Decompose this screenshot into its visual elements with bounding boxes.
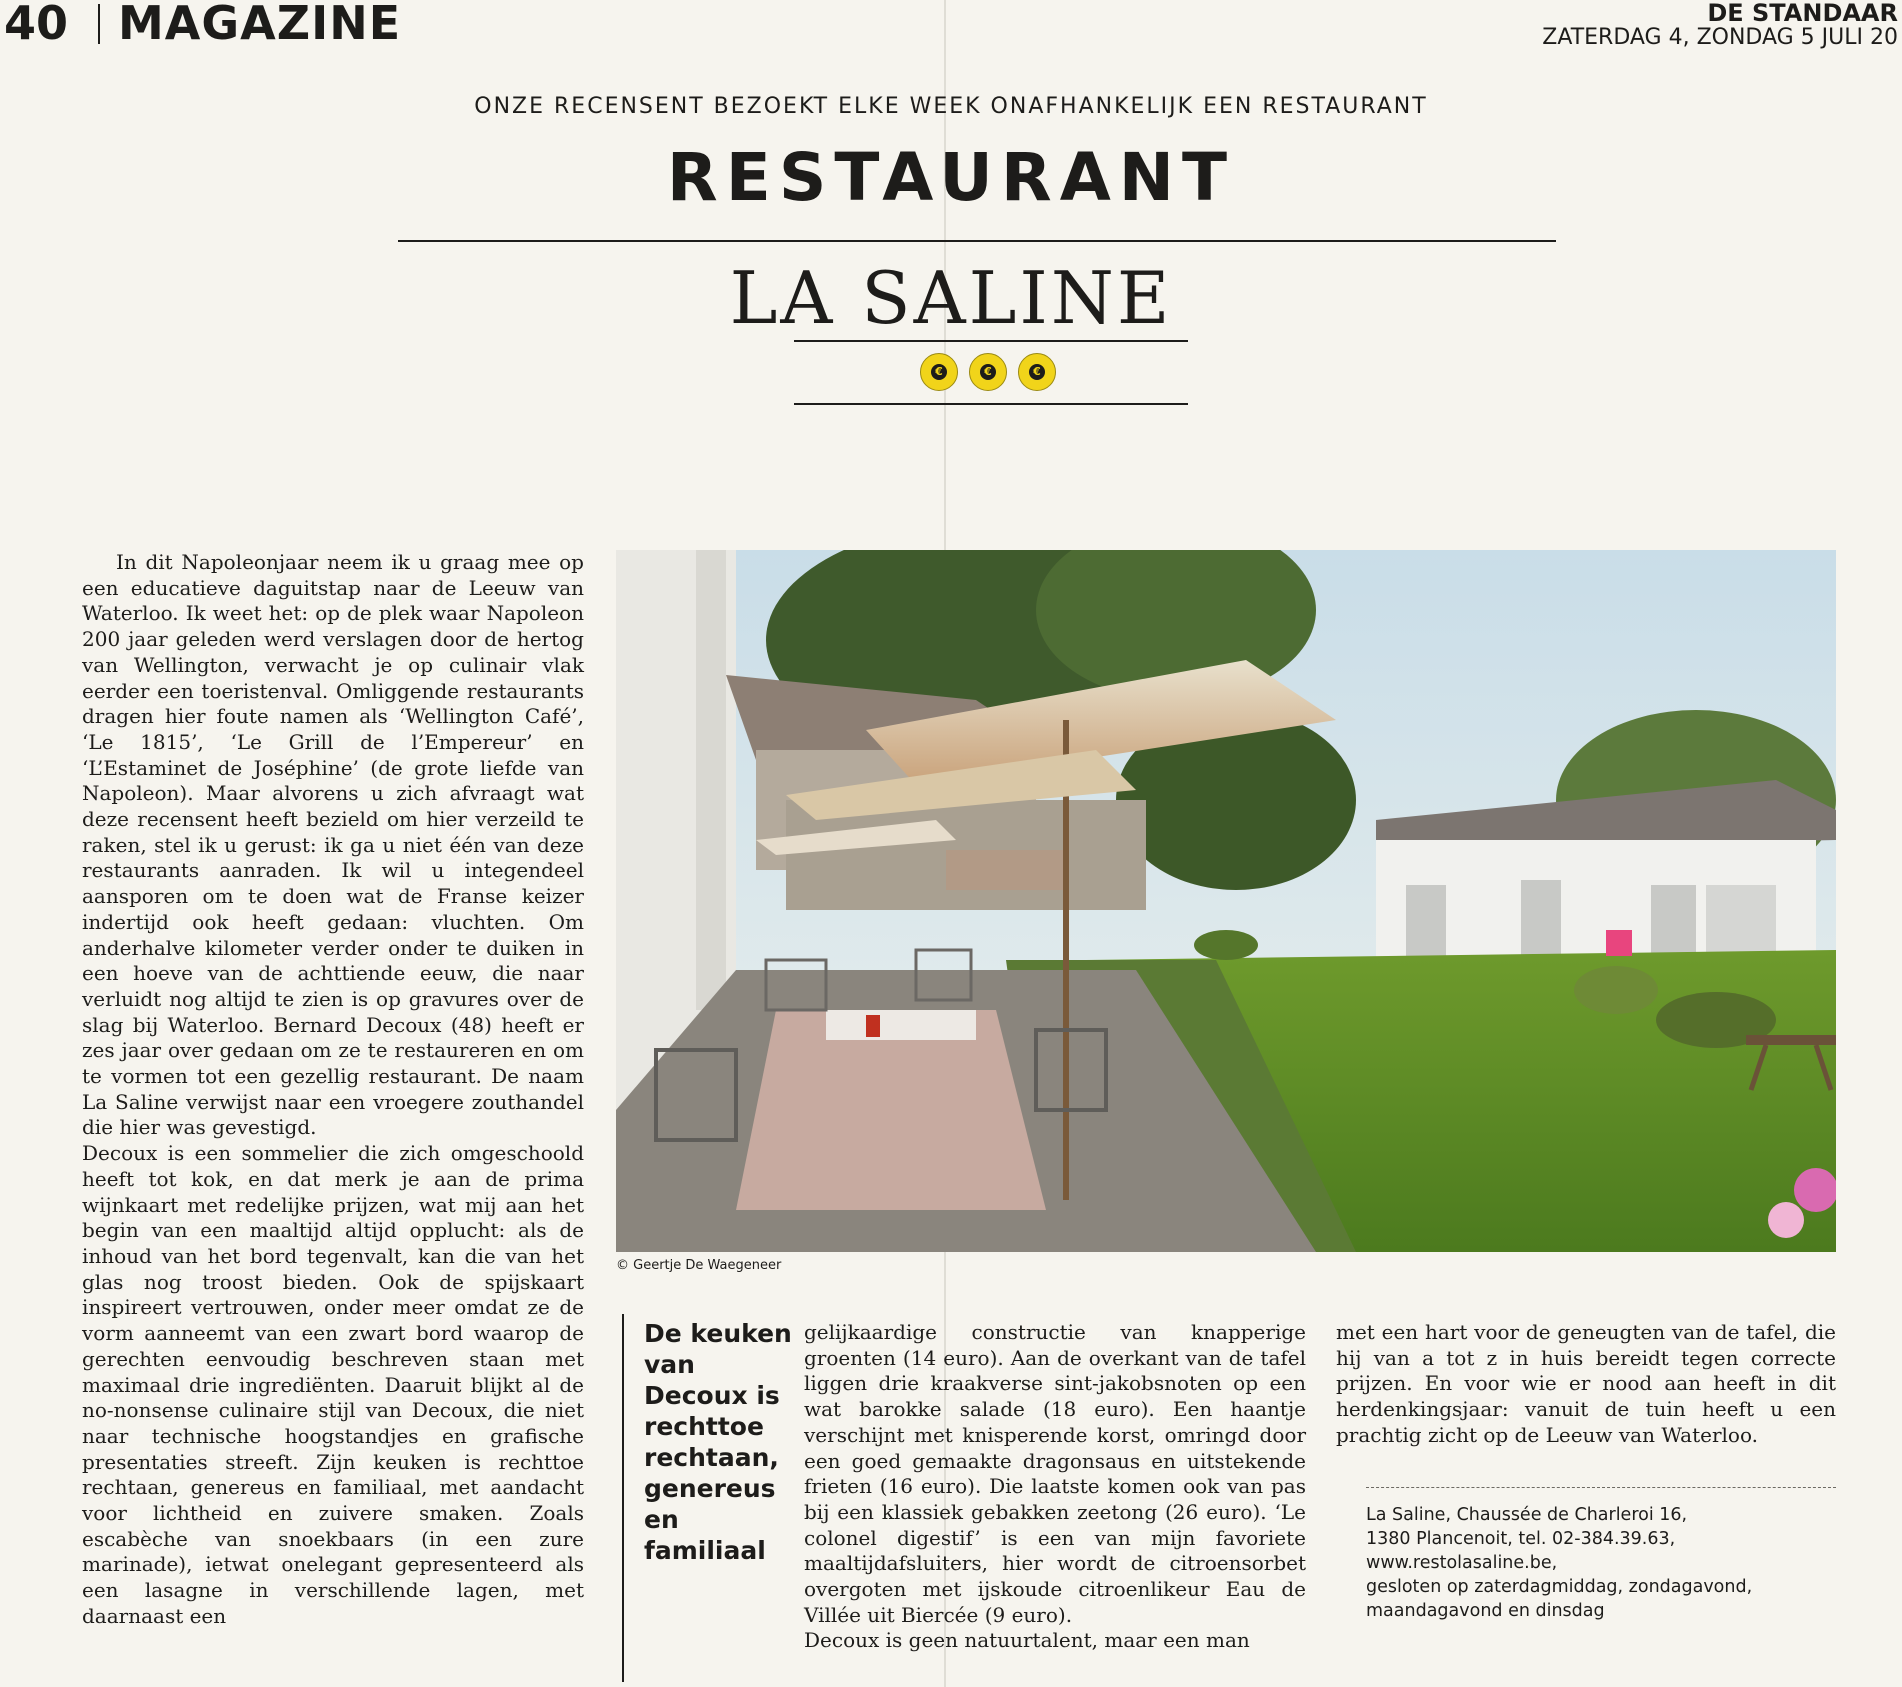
pullquote-rule xyxy=(622,1314,624,1682)
article-column-left xyxy=(82,550,584,1630)
restaurant-name: LA SALINE xyxy=(729,256,1173,340)
article-paragraph: met een hart voor de geneugten van de tafel, die hij van a tot z in huis bereidt tegen correcte prijzen. En voor wie er nood aan heeft in dit herdenkingsjaar: vanuit de tuin heeft u een prachtig zicht op de Leeuw van Waterloo. xyxy=(1336,1320,1836,1447)
page-number: 40 xyxy=(4,0,69,50)
info-box-rule xyxy=(1366,1487,1836,1489)
info-website: www.restolasaline.be, xyxy=(1366,1553,1558,1573)
article-paragraph: gelijkaardige constructie van knapperige groenten (14 euro). Aan de overkant van de tafel liggen drie kraakverse sint-jakobsnoten op een wat barokke salade (18 euro). Een haantje verschijnt met knisperende korst, omringd door een goed gemaakte dragonsaus en uitstekende frieten (16 euro). Die laatste komen ook van pas bij een klassiek gebakken zeetong (26 euro). ‘Le colonel digestif’ is een van mijn favoriete maaltijdafsluiters, hier wordt de citroensorbet overgoten met ijskoude citroenlikeur Eau de Villée uit Biercée (9 euro). xyxy=(804,1320,1306,1627)
article-column-right xyxy=(1336,1320,1836,1449)
rating-medals xyxy=(920,353,1060,391)
section-name: MAGAZINE xyxy=(118,0,402,50)
pull-quote: De keuken van Decoux is rechttoe rechtaan, genereus en familiaal xyxy=(644,1319,792,1565)
masthead-divider xyxy=(98,4,100,44)
newspaper-name: DE STANDAAR xyxy=(1707,0,1898,27)
info-city-phone: 1380 Plancenoit, tel. 02-384.39.63, xyxy=(1366,1529,1676,1549)
article-paragraph: In dit Napoleonjaar neem ik u graag mee op een educatieve daguitstap naar de Leeuw van Waterloo. Ik weet het: op de plek waar Napoleon 200 jaar geleden werd verslagen door de hertog van Wellington, verwacht je op culinair vlak eerder een toeristenval. Omliggende restaurants dragen hier foute namen als ‘Wellington Café’, ‘Le 1815’, ‘Le Grill de l’Empereur’ en ‘L’Estaminet de Joséphine’ (de grote liefde van Napoleon). Maar alvorens u zich afvraagt wat deze recensent heeft bezield om hier verzeild te raken, stel ik u gerust: ik ga u niet één van deze restaurants aanraden. Ik wil u integendeel aansporen om te doen wat de Franse keizer indertijd ook heeft gedaan: vluchten. Om anderhalve kilometer verder onder te duiken in een hoeve van de achttiende eeuw, die naar verluidt nog altijd te zien is op gravures over de slag bij Waterloo. Bernard Decoux (48) heeft er zes jaar over gedaan om ze te restaureren en om te vormen tot een gezellig restaurant. De naam La Saline verwijst naar een vroegere zouthandel die hier was gevestigd. xyxy=(82,550,584,1140)
restaurant-info-box xyxy=(1366,1503,1836,1623)
column-title: RESTAURANT xyxy=(666,139,1236,216)
rating-medal-icon: € xyxy=(1018,353,1056,391)
info-address: La Saline, Chaussée de Charleroi 16, xyxy=(1366,1505,1688,1525)
rating-medal-icon: € xyxy=(920,353,958,391)
article-paragraph: Decoux is een sommelier die zich omgeschoold heeft tot kok, en dat merk je aan de prima wijnkaart met redelijke prijzen, wat mij aan het begin van een maaltijd altijd opplucht: als de inhoud van het bord tegenvalt, kan die van het glas nog troost bieden. Ook de spijskaart inspireert vertrouwen, onder meer omdat ze de vorm aanneemt van een zwart bord waarop de gerechten eenvoudig beschreven staan met maximaal drie ingrediënten. Daaruit blijkt al de no-nonsense culinaire stijl van Decoux, die niet naar technische hoogstandjes en grafische presentaties streeft. Zijn keuken is rechttoe rechtaan, genereus en familiaal, met aandacht voor lichtheid en zuivere smaken. Zoals escabèche van snoekbaars (in een zure marinade), ietwat onelegant gepresenteerd als een lasagne in verschillende lagen, met daarnaast een xyxy=(82,1141,584,1628)
name-rule-bottom xyxy=(794,403,1188,405)
title-rule xyxy=(398,240,1556,242)
article-paragraph: Decoux is geen natuurtalent, maar een man xyxy=(804,1628,1250,1653)
photo-credit: © Geertje De Waegeneer xyxy=(616,1258,782,1273)
info-closed-days: gesloten op zaterdagmiddag, zondagavond, xyxy=(1366,1577,1753,1597)
name-rule-top xyxy=(794,340,1188,342)
issue-date: ZATERDAG 4, ZONDAG 5 JULI 20 xyxy=(1542,25,1898,50)
rating-medal-icon: € xyxy=(969,353,1007,391)
restaurant-terrace-photo xyxy=(616,550,1836,1252)
info-closed-days-cont: maandagavond en dinsdag xyxy=(1366,1601,1605,1621)
article-column-middle xyxy=(804,1320,1306,1654)
kicker: ONZE RECENSENT BEZOEKT ELKE WEEK ONAFHANKELIJK EEN RESTAURANT xyxy=(474,94,1428,119)
